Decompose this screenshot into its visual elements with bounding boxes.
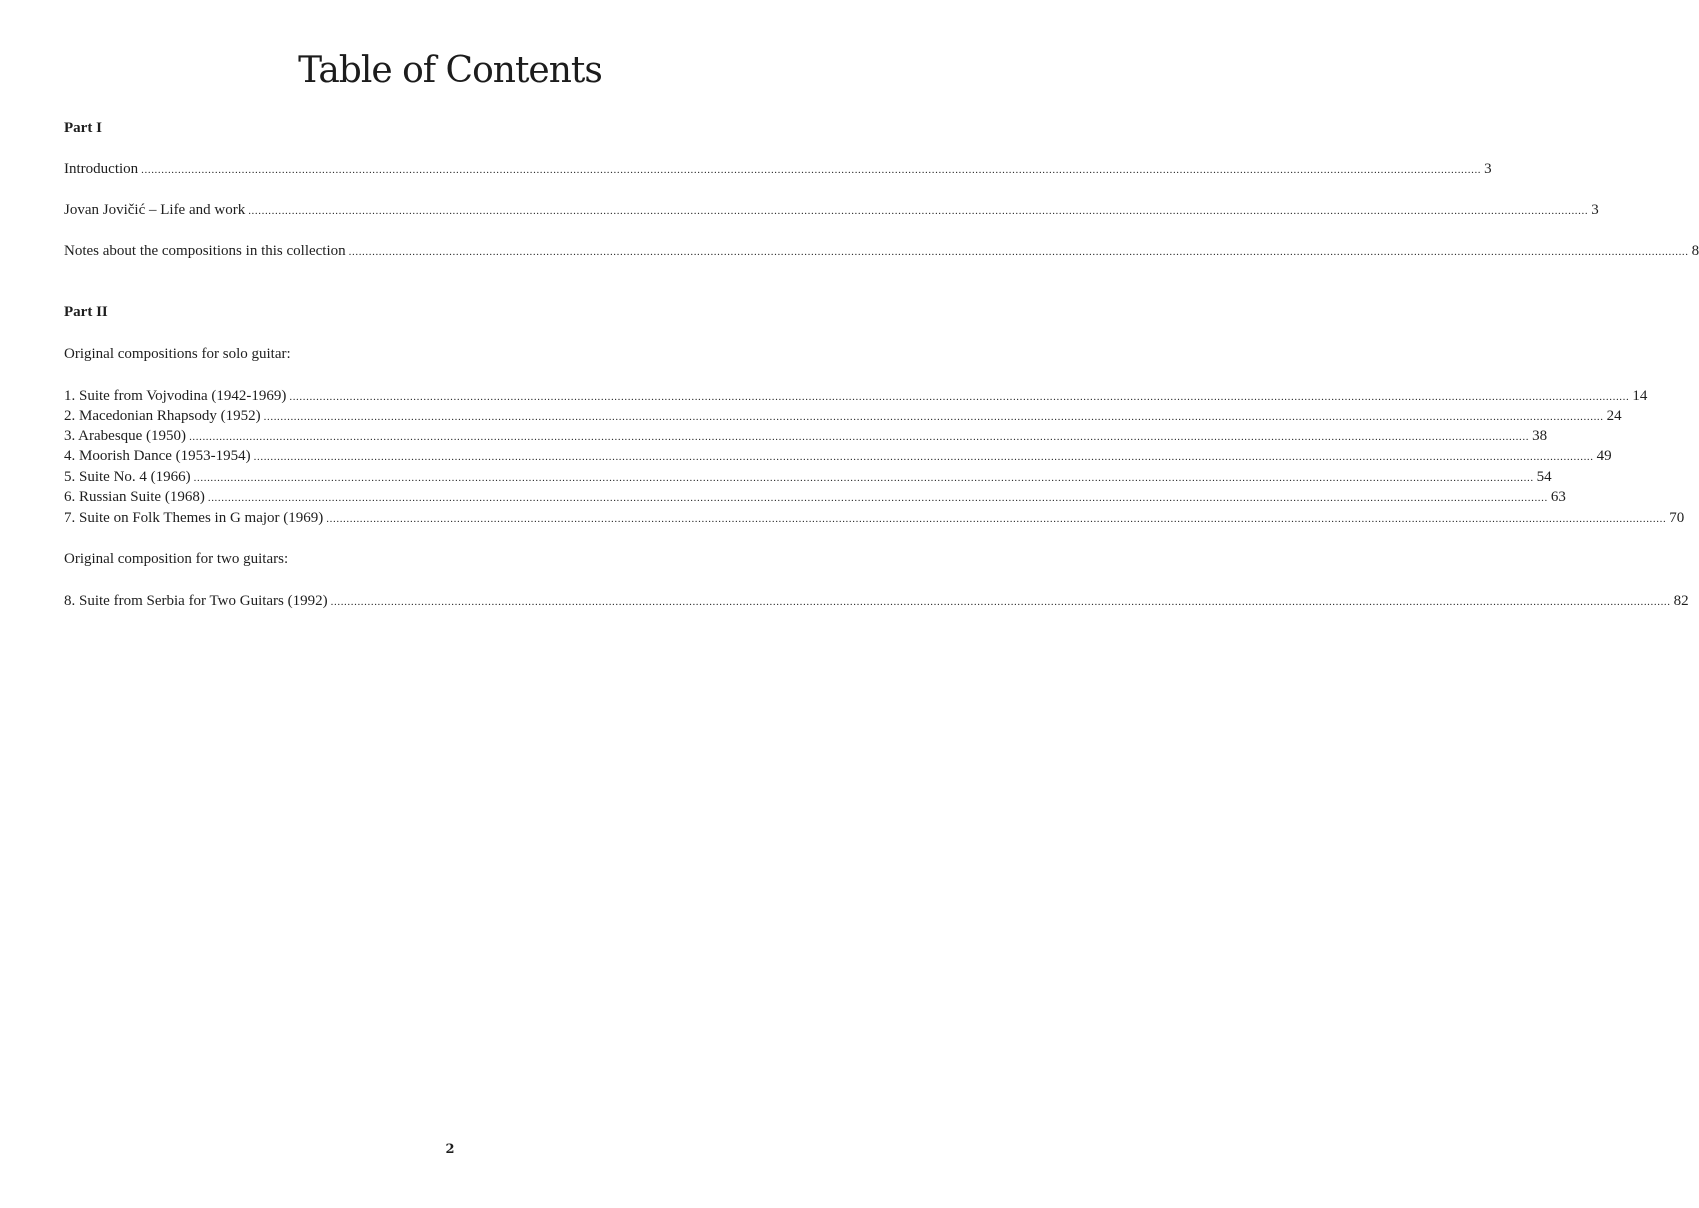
toc-entry-label: 4. Moorish Dance (1953-1954) — [64, 448, 251, 464]
toc-entry-label: 1. Suite from Vojvodina (1942-1969) — [64, 388, 287, 404]
toc-entry-label: 5. Suite No. 4 (1966) — [64, 469, 191, 485]
toc-entry-russian-suite[interactable] — [64, 487, 1566, 507]
toc-entry-page: 63 — [1550, 489, 1566, 505]
toc-entry-page: 38 — [1532, 428, 1548, 444]
toc-entry-label: 8. Suite from Serbia for Two Guitars (1992) — [64, 593, 328, 609]
toc-entry-arabesque[interactable] — [64, 426, 1548, 446]
toc-entry-page: 14 — [1632, 388, 1648, 404]
dot-leader: ................................................................................................................................................................................................................................................................................................................................................................................................................ — [289, 391, 1630, 403]
toc-entry-notes[interactable] — [64, 241, 1699, 261]
dot-leader: ................................................................................................................................................................................................................................................................................................................................................................................................................ — [189, 431, 1530, 443]
part-2-heading: Part II — [64, 304, 108, 320]
toc-entry-label: 2. Macedonian Rhapsody (1952) — [64, 408, 261, 424]
toc-entry-page: 8 — [1691, 243, 1699, 259]
toc-entry-suite-folk-themes[interactable] — [64, 508, 1685, 528]
toc-entry-macedonian-rhapsody[interactable] — [64, 406, 1622, 426]
toc-entry-label: Introduction — [64, 161, 139, 177]
page-title: Table of Contents — [298, 50, 602, 91]
dot-leader: ................................................................................................................................................................................................................................................................................................................................................................................................................ — [253, 451, 1594, 463]
dot-leader: ................................................................................................................................................................................................................................................................................................................................................................................................................ — [263, 411, 1604, 423]
toc-entry-page: 3 — [1484, 161, 1492, 177]
toc-entry-page: 54 — [1536, 469, 1552, 485]
dot-leader: ................................................................................................................................................................................................................................................................................................................................................................................................................ — [348, 246, 1689, 258]
toc-entry-moorish-dance[interactable] — [64, 446, 1612, 466]
toc-entry-page: 49 — [1596, 448, 1612, 464]
toc-entry-life-and-work[interactable] — [64, 200, 1599, 220]
toc-entry-label: 6. Russian Suite (1968) — [64, 489, 205, 505]
dot-leader: ................................................................................................................................................................................................................................................................................................................................................................................................................ — [207, 492, 1548, 504]
toc-entry-page: 82 — [1673, 593, 1689, 609]
dot-leader: ................................................................................................................................................................................................................................................................................................................................................................................................................ — [193, 472, 1534, 484]
toc-entry-suite-serbia[interactable] — [64, 591, 1689, 611]
toc-entry-label: Notes about the compositions in this collection — [64, 243, 346, 259]
toc-entry-label: 3. Arabesque (1950) — [64, 428, 187, 444]
toc-entry-suite-no-4[interactable] — [64, 467, 1552, 487]
solo-guitar-subheading: Original compositions for solo guitar: — [64, 346, 291, 362]
toc-entry-page: 24 — [1606, 408, 1622, 424]
toc-entry-introduction[interactable] — [64, 159, 1492, 179]
dot-leader: ................................................................................................................................................................................................................................................................................................................................................................................................................ — [248, 205, 1589, 217]
dot-leader: ................................................................................................................................................................................................................................................................................................................................................................................................................ — [326, 513, 1667, 525]
dot-leader: ................................................................................................................................................................................................................................................................................................................................................................................................................ — [330, 596, 1671, 608]
toc-entry-page: 3 — [1591, 202, 1599, 218]
part-1-heading: Part I — [64, 120, 102, 136]
toc-entry-page: 70 — [1669, 510, 1685, 526]
toc-entry-label: Jovan Jovičić – Life and work — [64, 202, 246, 218]
two-guitars-subheading: Original composition for two guitars: — [64, 551, 289, 567]
toc-entry-suite-vojvodina[interactable] — [64, 386, 1648, 406]
dot-leader: ................................................................................................................................................................................................................................................................................................................................................................................................................ — [141, 164, 1482, 176]
page-number: 2 — [445, 1142, 455, 1157]
toc-entry-label: 7. Suite on Folk Themes in G major (1969) — [64, 510, 324, 526]
